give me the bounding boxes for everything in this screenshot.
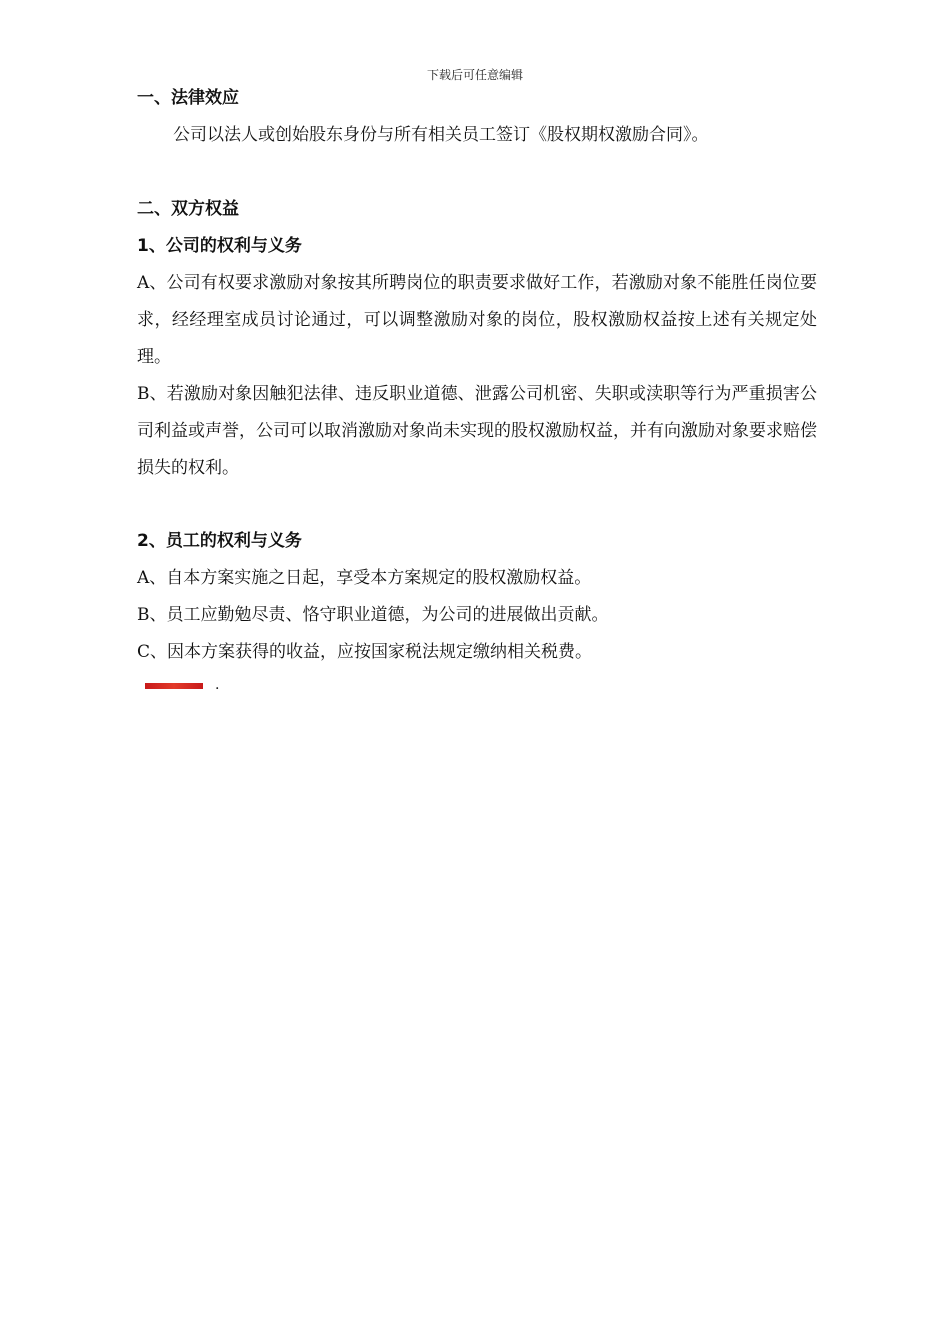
employee-rights-item-b: B、员工应勤勉尽责、恪守职业道德，为公司的进展做出贡献。: [137, 605, 609, 625]
company-rights-title: 1、公司的权利与义务: [137, 236, 302, 256]
spacer: [137, 487, 817, 505]
employee-rights-title: 2、员工的权利与义务: [137, 531, 302, 551]
section-legal-effect-title: 一、法律效应: [137, 88, 239, 108]
company-rights-item-b: B、若激励对象因触犯法律、违反职业道德、泄露公司机密、失职或渎职等行为严重损害公司利益或声誉，公司可以取消激励对象尚未实现的股权激励权益，并有向激励对象要求赔偿损失的权利。: [137, 384, 817, 478]
section-legal-effect-body: 公司以法人或创始股东身份与所有相关员工签订《股权期权激励合同》。: [173, 125, 709, 145]
employee-rights-item-c: C、因本方案获得的收益，应按国家税法规定缴纳相关税费。: [137, 642, 593, 662]
spacer: [137, 154, 817, 191]
company-rights-item-a: A、公司有权要求激励对象按其所聘岗位的职责要求做好工作，若激励对象不能胜任岗位要求，经经理室成员讨论通过，可以调整激励对象的岗位，股权激励权益按上述有关规定处理。: [137, 273, 817, 367]
document-body: [137, 80, 817, 701]
red-divider-bar: [145, 683, 203, 689]
footer-dot: .: [215, 677, 220, 693]
header-note: 下载后可任意编辑: [426, 68, 523, 82]
footer-row: [137, 671, 817, 701]
section-rights-title: 二、双方权益: [137, 199, 239, 219]
employee-rights-item-a: A、自本方案实施之日起，享受本方案规定的股权激励权益。: [137, 568, 592, 588]
spacer: [137, 505, 817, 523]
